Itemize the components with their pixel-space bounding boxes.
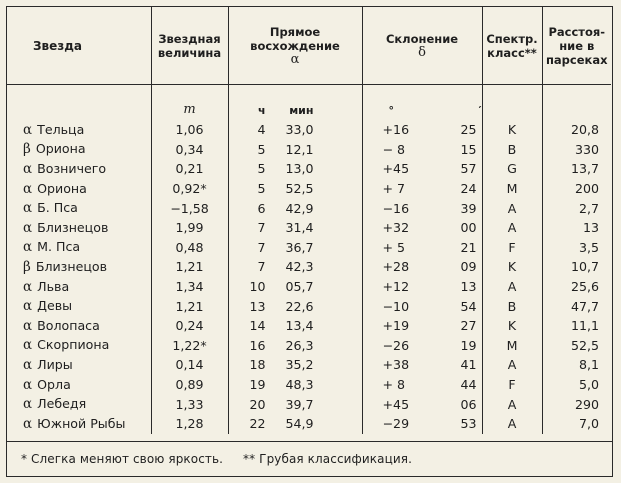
table-row [7,296,611,316]
right-ascension-cell [228,296,362,316]
distance-cell: 52,5 [542,336,611,356]
right-ascension-cell [228,238,362,258]
header-magnitude-line2: величина [157,45,222,60]
header-spectral-line2: класс** [487,45,537,60]
dec-minutes: 09 [460,259,477,275]
magnitude-cell: 1,21 [151,257,228,277]
distance-cell: 200 [542,179,611,199]
ra-minutes: 05,7 [285,279,314,295]
star-greek-letter: α [23,396,33,413]
ra-minutes: 42,9 [285,200,314,216]
spectral-class-cell: F [482,238,542,258]
dec-degrees: −10 [382,298,410,314]
magnitude-cell: 1,99 [151,218,228,238]
star-name-cell [7,198,151,218]
star-constellation: Ориона [35,141,86,157]
table-row [7,218,611,238]
dec-degrees: + 5 [382,239,406,255]
ra-hours: 22 [249,416,266,432]
ra-hours: 5 [257,161,266,177]
star-constellation: М. Пса [37,239,81,255]
magnitude-cell: 1,33 [151,394,228,414]
dec-minutes: 57 [460,161,477,177]
star-name-cell [7,218,151,238]
distance-cell: 10,7 [542,257,611,277]
ra-hours: 4 [257,122,266,138]
ra-minutes: 52,5 [285,181,314,197]
declination-cell [362,218,482,238]
distance-cell: 2,7 [542,198,611,218]
table-row [7,375,611,395]
star-greek-letter: α [23,219,33,236]
table-row [7,277,611,297]
star-constellation: Лебедя [37,396,87,412]
magnitude-cell: −1,58 [151,198,228,218]
right-ascension-cell [228,394,362,414]
star-greek-letter: α [23,121,33,138]
spectral-class-cell: A [482,414,542,434]
distance-cell: 290 [542,394,611,414]
units-row [7,85,611,121]
spectral-class-cell: A [482,218,542,238]
dec-minutes: 21 [460,239,477,255]
table-row [7,238,611,258]
star-greek-letter: α [23,239,33,256]
table-row [7,140,611,160]
dec-degrees: + 8 [382,377,406,393]
units-star [7,85,151,121]
declination-cell [362,375,482,395]
dec-minutes: 41 [460,357,477,373]
header-distance-line3: парсеках [545,52,608,67]
declination-cell [362,140,482,160]
declination-cell [362,355,482,375]
declination-cell [362,414,482,434]
footnote [7,441,612,476]
ra-minutes: 48,3 [285,377,314,393]
distance-cell: 7,0 [542,414,611,434]
footnote-rough-classification: ** Грубая классификация. [243,452,412,466]
dec-degrees: +32 [382,220,410,236]
star-name-cell [7,140,151,160]
dec-minutes: 54 [460,298,477,314]
table-row [7,316,611,336]
spectral-class-cell: B [482,296,542,316]
ra-hours: 16 [249,337,266,353]
star-name-cell [7,277,151,297]
ra-hours: 10 [249,279,266,295]
unit-dec-degrees: ° [388,104,394,117]
right-ascension-cell [228,140,362,160]
magnitude-cell: 0,14 [151,355,228,375]
magnitude-cell: 0,48 [151,238,228,258]
dec-minutes: 19 [460,337,477,353]
star-greek-letter: α [23,415,33,432]
distance-cell: 20,8 [542,120,611,140]
star-constellation: Близнецов [37,219,109,235]
dec-minutes: 25 [460,122,477,138]
ra-minutes: 22,6 [285,298,314,314]
ra-hours: 7 [257,259,266,275]
right-ascension-cell [228,414,362,434]
dec-minutes: 44 [460,377,477,393]
unit-magnitude: m [151,85,228,121]
star-constellation: Ориона [37,180,87,196]
star-name-cell [7,375,151,395]
ra-hours: 7 [257,239,266,255]
star-greek-letter: α [23,356,33,373]
right-ascension-cell [228,218,362,238]
header-magnitude-line1: Звездная [158,31,221,46]
header-dec-symbol: δ [418,44,426,60]
star-greek-letter: α [23,160,33,177]
table-row [7,355,611,375]
magnitude-cell: 0,34 [151,140,228,160]
distance-cell: 13 [542,218,611,238]
dec-degrees: +28 [382,259,410,275]
declination-cell [362,257,482,277]
dec-minutes: 15 [460,141,477,157]
star-constellation: Тельца [37,121,85,137]
dec-minutes: 53 [460,416,477,432]
magnitude-cell: 0,21 [151,159,228,179]
ra-minutes: 33,0 [285,122,314,138]
star-constellation: Б. Пса [37,200,78,216]
header-magnitude [151,7,228,85]
header-ra-line2: восхождение [250,38,340,53]
right-ascension-cell [228,179,362,199]
table-row [7,257,611,277]
ra-minutes: 35,2 [285,357,314,373]
dec-degrees: +45 [382,396,410,412]
ra-hours: 5 [257,181,266,197]
star-greek-letter: β [23,258,31,275]
star-name-cell [7,120,151,140]
magnitude-cell: 0,24 [151,316,228,336]
table-row [7,336,611,356]
star-greek-letter: α [23,337,33,354]
declination-cell [362,277,482,297]
table-row [7,159,611,179]
spectral-class-cell: K [482,120,542,140]
ra-hours: 19 [249,377,266,393]
header-distance-line1: Расстоя- [548,24,606,39]
units-distance [542,85,611,121]
ra-minutes: 54,9 [285,416,314,432]
declination-cell [362,336,482,356]
star-greek-letter: α [23,298,33,315]
header-dec-line1: Склонение [385,31,459,46]
header-distance [542,7,611,85]
header-spectral-line1: Спектр. [486,31,538,46]
star-greek-letter: α [23,200,33,217]
dec-degrees: +38 [382,357,410,373]
right-ascension-cell [228,120,362,140]
dec-minutes: 27 [460,318,477,334]
dec-degrees: −16 [382,200,410,216]
star-greek-letter: α [23,317,33,334]
right-ascension-cell [228,355,362,375]
right-ascension-cell [228,159,362,179]
unit-ra-hours: ч [257,104,266,117]
distance-cell: 8,1 [542,355,611,375]
distance-cell: 3,5 [542,238,611,258]
star-constellation: Скорпиона [37,337,110,353]
star-name-cell [7,179,151,199]
ra-minutes: 13,0 [285,161,314,177]
ra-hours: 14 [249,318,266,334]
star-constellation: Волопаса [37,317,100,333]
dec-degrees: +19 [382,318,410,334]
right-ascension-cell [228,198,362,218]
header-spectral-class [482,7,542,85]
ra-minutes: 12,1 [285,141,314,157]
header-right-ascension [228,7,362,85]
dec-minutes: 00 [460,220,477,236]
header-declination [362,7,482,85]
right-ascension-cell [228,375,362,395]
star-table-sheet [6,6,613,477]
dec-degrees: + 7 [382,181,406,197]
magnitude-cell: 1,22* [151,336,228,356]
spectral-class-cell: G [482,159,542,179]
ra-minutes: 13,4 [285,318,314,334]
units-dec [362,85,482,121]
dec-minutes: 13 [460,279,477,295]
header-distance-line2: ние в [559,38,595,53]
dec-degrees: −29 [382,416,410,432]
table-row [7,120,611,140]
right-ascension-cell [228,257,362,277]
table-row [7,414,611,434]
spectral-class-cell: F [482,375,542,395]
star-name-cell [7,355,151,375]
star-constellation: Южной Рыбы [37,415,126,431]
spectral-class-cell: K [482,316,542,336]
distance-cell: 330 [542,140,611,160]
ra-hours: 5 [257,141,266,157]
magnitude-cell: 1,21 [151,296,228,316]
magnitude-cell: 0,92* [151,179,228,199]
star-name-cell [7,296,151,316]
ra-hours: 7 [257,220,266,236]
header-ra-symbol: α [290,51,300,67]
declination-cell [362,198,482,218]
units-ra [228,85,362,121]
spectral-class-cell: B [482,140,542,160]
magnitude-cell: 1,34 [151,277,228,297]
dec-minutes: 24 [460,181,477,197]
table-row [7,394,611,414]
distance-cell: 25,6 [542,277,611,297]
spectral-class-cell: K [482,257,542,277]
spectral-class-cell: A [482,355,542,375]
star-constellation: Близнецов [35,258,108,274]
right-ascension-cell [228,316,362,336]
spectral-class-cell: A [482,394,542,414]
ra-hours: 6 [257,200,266,216]
star-name-cell [7,336,151,356]
distance-cell: 47,7 [542,296,611,316]
magnitude-cell: 0,89 [151,375,228,395]
star-greek-letter: α [23,376,33,393]
right-ascension-cell [228,277,362,297]
declination-cell [362,159,482,179]
units-spectral [482,85,542,121]
dec-degrees: +45 [382,161,410,177]
star-name-cell [7,316,151,336]
footnote-variable-brightness: * Слегка меняют свою яркость. [21,452,224,466]
ra-minutes: 36,7 [285,239,314,255]
star-name-cell [7,414,151,434]
star-constellation: Девы [37,298,73,314]
dec-minutes: 39 [460,200,477,216]
declination-cell [362,120,482,140]
star-greek-letter: β [23,141,31,158]
star-constellation: Орла [37,376,71,392]
unit-ra-minutes: мин [289,104,314,117]
declination-cell [362,316,482,336]
magnitude-cell: 1,06 [151,120,228,140]
star-name-cell [7,257,151,277]
ra-minutes: 26,3 [285,337,314,353]
ra-minutes: 42,3 [285,259,314,275]
dec-degrees: − 8 [382,141,406,157]
spectral-class-cell: M [482,179,542,199]
magnitude-cell: 1,28 [151,414,228,434]
star-constellation: Лиры [37,356,73,372]
star-greek-letter: α [23,278,33,295]
spectral-class-cell: A [482,198,542,218]
table-row [7,198,611,218]
star-constellation: Возничего [37,160,107,176]
star-constellation: Льва [37,278,70,294]
ra-minutes: 31,4 [285,220,314,236]
star-greek-letter: α [23,180,33,197]
declination-cell [362,179,482,199]
dec-degrees: +16 [382,122,410,138]
dec-degrees: +12 [382,279,410,295]
dec-minutes: 06 [460,396,477,412]
distance-cell: 5,0 [542,375,611,395]
spectral-class-cell: M [482,336,542,356]
spectral-class-cell: A [482,277,542,297]
header-ra-line1: Прямое [269,24,321,39]
header-star: Звезда [7,7,151,85]
distance-cell: 11,1 [542,316,611,336]
declination-cell [362,238,482,258]
star-name-cell [7,159,151,179]
ra-hours: 20 [249,396,266,412]
ra-hours: 18 [249,357,266,373]
ra-hours: 13 [249,298,266,314]
distance-cell: 13,7 [542,159,611,179]
star-name-cell [7,238,151,258]
header-row [7,7,611,85]
declination-cell [362,296,482,316]
ra-minutes: 39,7 [285,396,314,412]
star-name-cell [7,394,151,414]
unit-dec-minutes: ′ [478,104,482,117]
declination-cell [362,394,482,414]
table-row [7,179,611,199]
dec-degrees: −26 [382,337,410,353]
bright-stars-table [7,7,611,434]
right-ascension-cell [228,336,362,356]
